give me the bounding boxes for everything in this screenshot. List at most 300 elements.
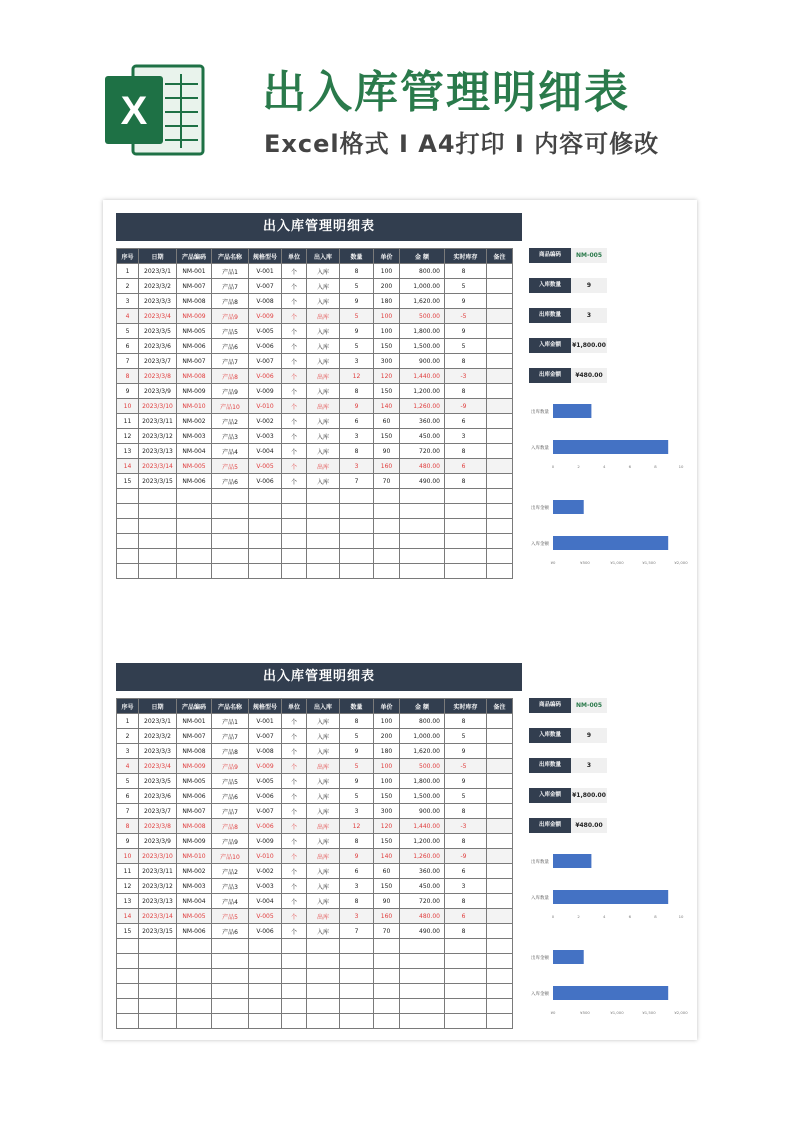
table-cell[interactable]: 900.00 [400,804,445,819]
table-cell[interactable] [487,474,513,489]
table-cell[interactable]: 480.00 [400,909,445,924]
table-cell[interactable]: 个 [282,894,307,909]
table-cell[interactable]: 360.00 [400,864,445,879]
table-cell[interactable]: 1,440.00 [400,369,445,384]
table-cell[interactable]: 300 [374,354,400,369]
table-cell[interactable]: V-005 [249,909,282,924]
table-cell[interactable] [487,819,513,834]
table-cell[interactable] [340,999,374,1014]
table-cell[interactable]: 10 [117,849,139,864]
table-cell[interactable]: 个 [282,309,307,324]
table-cell[interactable]: 产品1 [212,714,249,729]
table-cell[interactable]: NM-010 [177,399,212,414]
table-cell[interactable]: 个 [282,909,307,924]
table-cell[interactable]: NM-004 [177,894,212,909]
table-cell[interactable]: 15 [117,474,139,489]
table-cell[interactable]: 5 [445,789,487,804]
table-cell[interactable]: 8 [445,444,487,459]
table-cell[interactable] [487,324,513,339]
table-cell[interactable] [445,969,487,984]
table-cell[interactable]: 70 [374,924,400,939]
table-cell[interactable]: 15 [117,924,139,939]
table-cell[interactable] [487,1014,513,1029]
table-cell[interactable]: 8 [445,834,487,849]
table-cell[interactable]: 入库 [307,444,340,459]
table-cell[interactable]: 个 [282,864,307,879]
table-cell[interactable] [177,969,212,984]
table-cell[interactable]: 7 [117,354,139,369]
table-cell[interactable]: 产品5 [212,459,249,474]
table-cell[interactable]: 8 [445,474,487,489]
table-cell[interactable] [177,519,212,534]
table-cell[interactable]: 8 [340,714,374,729]
table-cell[interactable] [487,309,513,324]
table-cell[interactable]: 入库 [307,879,340,894]
table-cell[interactable]: 450.00 [400,429,445,444]
table-cell[interactable]: 出库 [307,909,340,924]
table-cell[interactable] [249,549,282,564]
table-cell[interactable]: 入库 [307,804,340,819]
table-cell[interactable]: 6 [117,339,139,354]
table-cell[interactable]: 100 [374,264,400,279]
table-cell[interactable]: 9 [340,399,374,414]
table-cell[interactable] [117,954,139,969]
table-cell[interactable] [445,1014,487,1029]
table-cell[interactable]: -3 [445,369,487,384]
table-cell[interactable]: 个 [282,744,307,759]
table-cell[interactable]: 产品10 [212,849,249,864]
table-cell[interactable] [212,984,249,999]
table-cell[interactable]: 9 [445,744,487,759]
table-cell[interactable]: 2023/3/6 [139,789,177,804]
table-cell[interactable]: 个 [282,474,307,489]
table-cell[interactable] [487,789,513,804]
table-cell[interactable]: NM-001 [177,714,212,729]
table-cell[interactable] [487,774,513,789]
table-cell[interactable]: 入库 [307,714,340,729]
table-cell[interactable] [212,489,249,504]
table-cell[interactable]: NM-009 [177,384,212,399]
table-cell[interactable]: NM-005 [177,459,212,474]
table-cell[interactable]: 2023/3/11 [139,864,177,879]
table-cell[interactable]: 800.00 [400,714,445,729]
table-cell[interactable]: 180 [374,744,400,759]
table-cell[interactable] [487,399,513,414]
table-cell[interactable] [445,564,487,579]
table-cell[interactable]: 个 [282,729,307,744]
table-cell[interactable]: V-006 [249,924,282,939]
table-cell[interactable] [212,999,249,1014]
table-cell[interactable] [307,504,340,519]
table-cell[interactable]: 100 [374,759,400,774]
table-cell[interactable]: 12 [117,879,139,894]
table-cell[interactable]: 产品3 [212,429,249,444]
table-cell[interactable] [487,969,513,984]
table-cell[interactable]: 入库 [307,744,340,759]
table-cell[interactable]: 5 [445,729,487,744]
table-cell[interactable] [177,564,212,579]
table-cell[interactable] [139,939,177,954]
table-cell[interactable] [249,504,282,519]
table-cell[interactable]: 1,260.00 [400,849,445,864]
table-cell[interactable]: 3 [117,294,139,309]
table-cell[interactable] [249,984,282,999]
table-cell[interactable] [212,534,249,549]
table-cell[interactable]: 6 [445,459,487,474]
table-cell[interactable]: 2023/3/9 [139,834,177,849]
table-cell[interactable]: 2023/3/15 [139,474,177,489]
table-cell[interactable]: 个 [282,384,307,399]
table-cell[interactable] [340,489,374,504]
table-cell[interactable] [374,549,400,564]
table-cell[interactable] [374,534,400,549]
table-cell[interactable]: 5 [340,279,374,294]
table-cell[interactable]: 70 [374,474,400,489]
stat-value[interactable]: NM-005 [571,248,607,263]
table-cell[interactable]: NM-008 [177,744,212,759]
table-cell[interactable]: 90 [374,444,400,459]
table-cell[interactable] [445,999,487,1014]
table-cell[interactable]: 2023/3/2 [139,279,177,294]
table-cell[interactable] [249,954,282,969]
table-cell[interactable]: V-006 [249,789,282,804]
table-cell[interactable]: 产品9 [212,759,249,774]
table-cell[interactable] [374,984,400,999]
table-cell[interactable]: 入库 [307,384,340,399]
table-cell[interactable]: 11 [117,414,139,429]
table-cell[interactable]: 9 [340,849,374,864]
table-cell[interactable]: NM-009 [177,309,212,324]
table-cell[interactable] [445,939,487,954]
table-cell[interactable] [282,984,307,999]
table-cell[interactable] [249,939,282,954]
table-cell[interactable]: 产品4 [212,444,249,459]
table-cell[interactable]: NM-007 [177,804,212,819]
table-cell[interactable]: 200 [374,279,400,294]
table-cell[interactable] [307,939,340,954]
table-cell[interactable]: 60 [374,864,400,879]
table-cell[interactable] [340,564,374,579]
table-cell[interactable]: 出库 [307,309,340,324]
table-cell[interactable]: 100 [374,309,400,324]
table-cell[interactable] [487,834,513,849]
table-cell[interactable]: 14 [117,459,139,474]
table-cell[interactable]: 720.00 [400,444,445,459]
table-cell[interactable]: V-007 [249,729,282,744]
table-cell[interactable]: 入库 [307,414,340,429]
table-cell[interactable]: 个 [282,279,307,294]
table-cell[interactable] [177,549,212,564]
table-cell[interactable] [487,894,513,909]
table-cell[interactable]: NM-003 [177,879,212,894]
table-cell[interactable]: 2023/3/2 [139,729,177,744]
table-cell[interactable] [487,909,513,924]
table-cell[interactable]: 800.00 [400,264,445,279]
table-cell[interactable]: 3 [340,459,374,474]
table-cell[interactable]: 产品1 [212,264,249,279]
table-cell[interactable]: 5 [340,759,374,774]
table-cell[interactable]: 12 [340,369,374,384]
table-cell[interactable] [249,969,282,984]
table-cell[interactable]: NM-009 [177,834,212,849]
table-cell[interactable] [139,984,177,999]
table-cell[interactable]: 2023/3/4 [139,759,177,774]
table-cell[interactable]: 个 [282,834,307,849]
table-cell[interactable]: 2023/3/14 [139,459,177,474]
table-cell[interactable] [487,744,513,759]
table-cell[interactable]: 150 [374,789,400,804]
table-cell[interactable]: -5 [445,309,487,324]
table-cell[interactable]: 490.00 [400,474,445,489]
table-cell[interactable] [445,519,487,534]
table-cell[interactable]: NM-008 [177,369,212,384]
table-cell[interactable]: 入库 [307,354,340,369]
table-cell[interactable]: 2023/3/8 [139,819,177,834]
table-cell[interactable] [400,564,445,579]
table-cell[interactable]: 150 [374,834,400,849]
table-cell[interactable]: NM-005 [177,774,212,789]
table-cell[interactable] [139,1014,177,1029]
table-cell[interactable]: 7 [117,804,139,819]
table-cell[interactable] [400,1014,445,1029]
table-cell[interactable] [400,984,445,999]
table-cell[interactable] [117,969,139,984]
table-cell[interactable]: 产品6 [212,474,249,489]
table-cell[interactable]: 个 [282,414,307,429]
table-cell[interactable] [374,969,400,984]
table-cell[interactable]: 9 [445,294,487,309]
table-cell[interactable] [117,504,139,519]
table-cell[interactable] [139,519,177,534]
table-cell[interactable]: 6 [445,414,487,429]
table-cell[interactable]: 产品2 [212,864,249,879]
table-cell[interactable]: 3 [340,879,374,894]
table-cell[interactable]: 140 [374,849,400,864]
table-cell[interactable]: 产品7 [212,354,249,369]
table-cell[interactable]: 个 [282,339,307,354]
table-cell[interactable] [487,924,513,939]
table-cell[interactable] [487,759,513,774]
table-cell[interactable] [400,999,445,1014]
table-cell[interactable] [177,939,212,954]
table-cell[interactable]: 4 [117,309,139,324]
table-cell[interactable]: 2023/3/5 [139,774,177,789]
table-cell[interactable]: 2023/3/10 [139,399,177,414]
table-cell[interactable]: 180 [374,294,400,309]
table-cell[interactable]: 产品3 [212,879,249,894]
table-cell[interactable]: 产品6 [212,789,249,804]
table-cell[interactable]: 个 [282,714,307,729]
table-cell[interactable]: NM-005 [177,324,212,339]
table-cell[interactable] [139,549,177,564]
table-cell[interactable]: 5 [445,339,487,354]
table-cell[interactable]: V-005 [249,459,282,474]
table-cell[interactable]: 9 [340,324,374,339]
table-cell[interactable]: 2023/3/6 [139,339,177,354]
table-cell[interactable] [400,549,445,564]
table-cell[interactable] [400,519,445,534]
table-cell[interactable]: -9 [445,399,487,414]
table-cell[interactable]: 300 [374,804,400,819]
table-cell[interactable]: NM-005 [177,909,212,924]
table-cell[interactable] [487,414,513,429]
table-cell[interactable]: 1,000.00 [400,729,445,744]
table-cell[interactable] [487,504,513,519]
table-cell[interactable]: NM-008 [177,819,212,834]
table-cell[interactable] [374,939,400,954]
table-cell[interactable] [117,999,139,1014]
table-cell[interactable] [487,729,513,744]
table-cell[interactable]: 8 [445,264,487,279]
table-cell[interactable]: 产品5 [212,774,249,789]
table-cell[interactable]: 2023/3/8 [139,369,177,384]
table-cell[interactable]: 入库 [307,294,340,309]
table-cell[interactable]: 6 [117,789,139,804]
table-cell[interactable] [117,519,139,534]
table-cell[interactable]: 个 [282,369,307,384]
table-cell[interactable]: NM-007 [177,279,212,294]
table-cell[interactable]: 100 [374,324,400,339]
table-cell[interactable] [117,489,139,504]
table-cell[interactable]: V-008 [249,294,282,309]
table-cell[interactable] [445,984,487,999]
table-cell[interactable]: 5 [340,309,374,324]
table-cell[interactable]: V-001 [249,714,282,729]
table-cell[interactable]: 480.00 [400,459,445,474]
table-cell[interactable]: 8 [340,834,374,849]
table-cell[interactable]: 2023/3/14 [139,909,177,924]
table-cell[interactable] [117,939,139,954]
table-cell[interactable]: 2023/3/11 [139,414,177,429]
table-cell[interactable]: NM-004 [177,444,212,459]
table-cell[interactable] [445,534,487,549]
table-cell[interactable]: 入库 [307,474,340,489]
table-cell[interactable]: 入库 [307,864,340,879]
table-cell[interactable]: NM-006 [177,789,212,804]
table-cell[interactable]: 13 [117,894,139,909]
table-cell[interactable] [212,564,249,579]
table-cell[interactable]: NM-003 [177,429,212,444]
table-cell[interactable]: 4 [117,759,139,774]
table-cell[interactable] [374,999,400,1014]
table-cell[interactable] [139,564,177,579]
table-cell[interactable] [249,564,282,579]
table-cell[interactable]: NM-006 [177,924,212,939]
table-cell[interactable] [487,849,513,864]
table-cell[interactable] [374,519,400,534]
table-cell[interactable]: V-002 [249,864,282,879]
table-cell[interactable] [282,549,307,564]
table-cell[interactable] [282,489,307,504]
table-cell[interactable]: 3 [445,429,487,444]
table-cell[interactable] [487,444,513,459]
table-cell[interactable]: 个 [282,429,307,444]
table-cell[interactable]: 6 [445,864,487,879]
table-cell[interactable]: 2023/3/12 [139,429,177,444]
table-cell[interactable]: 3 [340,804,374,819]
table-cell[interactable] [487,564,513,579]
table-cell[interactable]: 3 [117,744,139,759]
table-cell[interactable] [374,564,400,579]
table-cell[interactable] [487,294,513,309]
table-cell[interactable]: 出库 [307,369,340,384]
table-cell[interactable]: 2023/3/1 [139,264,177,279]
table-cell[interactable]: 8 [445,714,487,729]
table-cell[interactable] [307,954,340,969]
table-cell[interactable]: V-004 [249,894,282,909]
table-cell[interactable]: 100 [374,714,400,729]
table-cell[interactable] [177,1014,212,1029]
table-cell[interactable]: 2023/3/7 [139,354,177,369]
table-cell[interactable]: 2023/3/5 [139,324,177,339]
table-cell[interactable]: 500.00 [400,309,445,324]
table-cell[interactable]: 出库 [307,819,340,834]
table-cell[interactable]: 5 [340,339,374,354]
table-cell[interactable]: 8 [117,369,139,384]
table-cell[interactable] [212,939,249,954]
table-cell[interactable]: 9 [117,834,139,849]
table-cell[interactable]: 450.00 [400,879,445,894]
table-cell[interactable]: 个 [282,324,307,339]
table-cell[interactable]: 产品2 [212,414,249,429]
table-cell[interactable]: 2023/3/10 [139,849,177,864]
table-cell[interactable]: 9 [445,324,487,339]
table-cell[interactable]: 出库 [307,759,340,774]
table-cell[interactable] [282,954,307,969]
table-cell[interactable] [400,939,445,954]
table-cell[interactable]: 产品7 [212,279,249,294]
table-cell[interactable] [282,999,307,1014]
table-cell[interactable]: V-010 [249,849,282,864]
table-cell[interactable]: 个 [282,879,307,894]
table-cell[interactable] [445,549,487,564]
table-cell[interactable] [340,1014,374,1029]
table-cell[interactable]: 个 [282,399,307,414]
table-cell[interactable]: 490.00 [400,924,445,939]
table-cell[interactable] [487,339,513,354]
table-cell[interactable]: 产品6 [212,339,249,354]
table-cell[interactable] [487,999,513,1014]
table-cell[interactable] [487,939,513,954]
table-cell[interactable] [374,954,400,969]
table-cell[interactable]: V-006 [249,369,282,384]
table-cell[interactable] [487,369,513,384]
table-cell[interactable] [487,714,513,729]
table-cell[interactable]: 140 [374,399,400,414]
table-cell[interactable] [340,969,374,984]
table-cell[interactable] [445,504,487,519]
table-cell[interactable]: 150 [374,879,400,894]
table-cell[interactable] [177,984,212,999]
table-cell[interactable]: 8 [340,384,374,399]
table-cell[interactable] [177,534,212,549]
table-cell[interactable]: 500.00 [400,759,445,774]
table-cell[interactable] [340,954,374,969]
table-cell[interactable] [487,984,513,999]
table-cell[interactable]: 产品8 [212,294,249,309]
table-cell[interactable]: 产品8 [212,744,249,759]
table-cell[interactable]: 产品5 [212,909,249,924]
table-cell[interactable] [445,489,487,504]
table-cell[interactable]: 900.00 [400,354,445,369]
table-cell[interactable]: 1,500.00 [400,339,445,354]
table-cell[interactable]: V-008 [249,744,282,759]
table-cell[interactable] [117,534,139,549]
table-cell[interactable] [139,954,177,969]
table-cell[interactable]: 1,800.00 [400,774,445,789]
table-cell[interactable]: 2023/3/13 [139,444,177,459]
table-cell[interactable] [212,504,249,519]
